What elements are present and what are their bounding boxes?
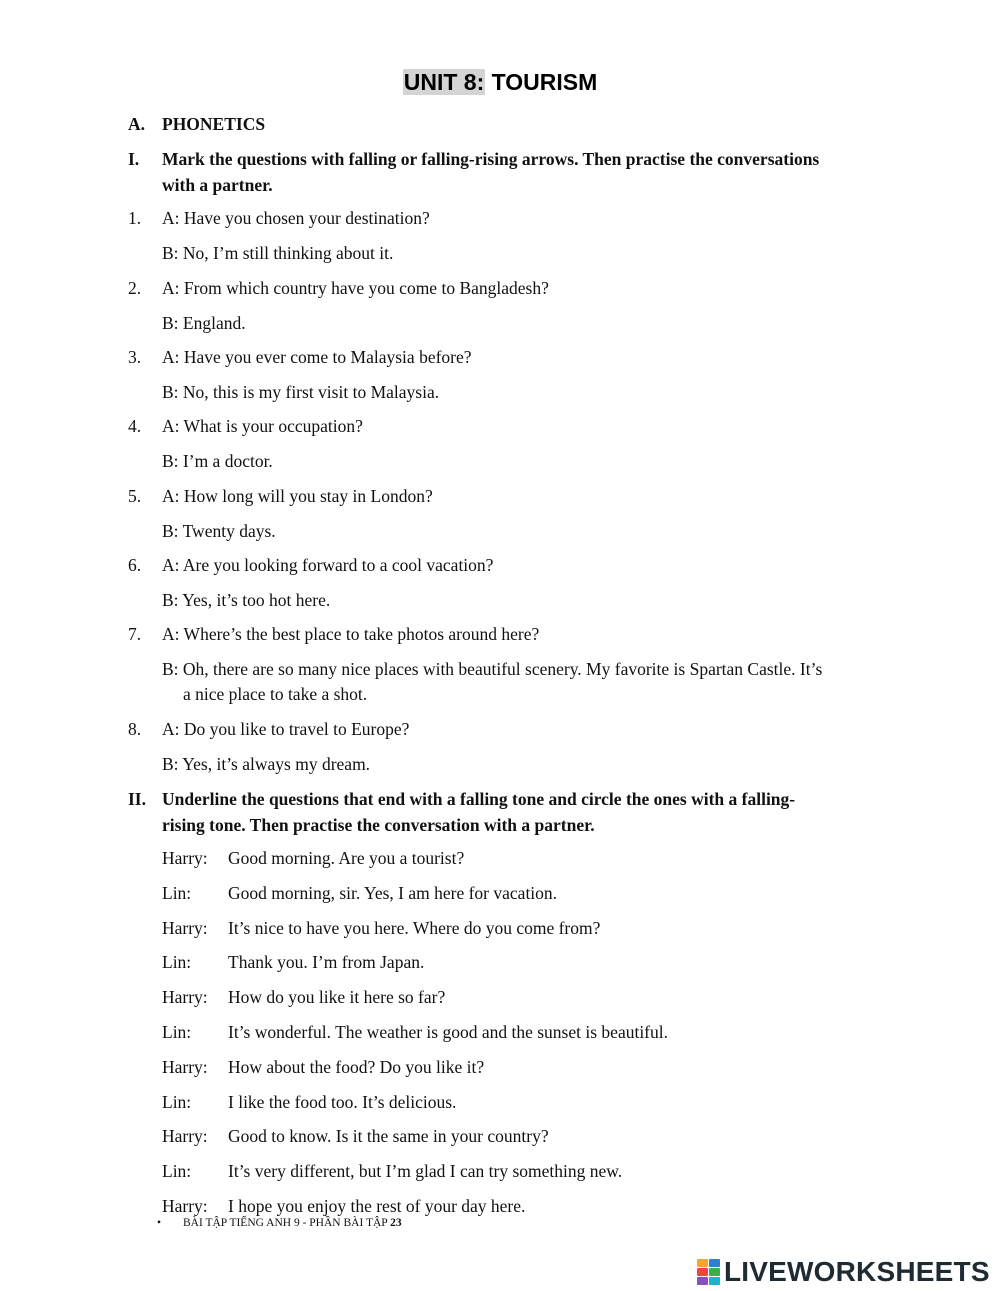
dialogue-line: I like the food too. It’s delicious.	[228, 1092, 457, 1112]
dialogue-line: Good to know. Is it the same in your country?	[228, 1126, 549, 1146]
dialogue-speaker: Lin:	[162, 883, 192, 903]
question-line-a: A: Have you ever come to Malaysia before?	[162, 347, 472, 367]
answer-line-b: B: I’m a doctor.	[162, 451, 273, 471]
answer-line-b-continued: a nice place to take a shot.	[183, 684, 368, 704]
logo-block	[697, 1268, 708, 1276]
exercise-1-instruction-line2: with a partner.	[162, 175, 273, 195]
item-number: 7.	[128, 624, 142, 644]
item-number: 3.	[128, 347, 142, 367]
title-unit: UNIT 8:	[403, 69, 485, 95]
answer-line-b: B: England.	[162, 313, 246, 333]
page-footer	[157, 1215, 402, 1231]
item-number: 2.	[128, 278, 142, 298]
dialogue-line: Good morning. Are you a tourist?	[228, 848, 465, 868]
section-a-heading: PHONETICS	[162, 114, 266, 134]
answer-line-b: B: No, I’m still thinking about it.	[162, 243, 394, 263]
logo-mark-icon	[697, 1259, 720, 1285]
liveworksheets-logo[interactable]	[697, 1256, 990, 1288]
dialogue-line: It’s wonderful. The weather is good and the sunset is beautiful.	[228, 1022, 668, 1042]
dialogue-speaker: Harry:	[162, 918, 208, 938]
exercise-2-instruction-line1: Underline the questions that end with a falling tone and circle the ones with a falling-	[162, 789, 796, 809]
dialogue-speaker: Harry:	[162, 1057, 208, 1077]
question-line-a: A: Have you chosen your destination?	[162, 208, 430, 228]
dialogue-speaker: Harry:	[162, 987, 208, 1007]
answer-line-b: B: Twenty days.	[162, 521, 276, 541]
question-line-a: A: From which country have you come to Bangladesh?	[162, 278, 549, 298]
question-line-a: A: Do you like to travel to Europe?	[162, 719, 410, 739]
item-number: 1.	[128, 208, 142, 228]
item-number: 4.	[128, 416, 142, 436]
answer-line-b: B: Yes, it’s too hot here.	[162, 590, 331, 610]
dialogue-line: I hope you enjoy the rest of your day here.	[228, 1196, 526, 1216]
answer-line-b: B: No, this is my first visit to Malaysia.	[162, 382, 440, 402]
logo-block	[709, 1277, 720, 1285]
item-number: 8.	[128, 719, 142, 739]
dialogue-speaker: Harry:	[162, 1126, 208, 1146]
exercise-1-label: I.	[128, 149, 140, 169]
dialogue-speaker: Harry:	[162, 1196, 208, 1216]
dialogue-line: Good morning, sir. Yes, I am here for vacation.	[228, 883, 558, 903]
question-line-a: A: Where’s the best place to take photos around here?	[162, 624, 540, 644]
logo-text: LIVEWORKSHEETS	[724, 1256, 990, 1287]
dialogue-line: It’s nice to have you here. Where do you come from?	[228, 918, 601, 938]
item-number: 5.	[128, 486, 142, 506]
item-number: 6.	[128, 555, 142, 575]
logo-block	[697, 1259, 708, 1267]
exercise-2-instruction-line2: rising tone. Then practise the conversation with a partner.	[162, 815, 595, 835]
dialogue-speaker: Lin:	[162, 1161, 192, 1181]
logo-block	[709, 1259, 720, 1267]
dialogue-speaker: Harry:	[162, 848, 208, 868]
dialogue-line: How about the food? Do you like it?	[228, 1057, 485, 1077]
dialogue-speaker: Lin:	[162, 1022, 192, 1042]
exercise-2-label: II.	[128, 789, 146, 809]
question-line-a: A: Are you looking forward to a cool vacation?	[162, 555, 494, 575]
logo-block	[697, 1277, 708, 1285]
dialogue-line: Thank you. I’m from Japan.	[228, 952, 425, 972]
dialogue-line: It’s very different, but I’m glad I can try something new.	[228, 1161, 623, 1181]
question-line-a: A: How long will you stay in London?	[162, 486, 433, 506]
question-line-a: A: What is your occupation?	[162, 416, 363, 436]
dialogue-line: How do you like it here so far?	[228, 987, 446, 1007]
dialogue-speaker: Lin:	[162, 952, 192, 972]
footer-page-number: 23	[390, 1217, 402, 1229]
answer-line-b: B: Oh, there are so many nice places with beautiful scenery. My favorite is Spartan Castle. It’s	[162, 659, 823, 679]
answer-line-b: B: Yes, it’s always my dream.	[162, 754, 371, 774]
section-a-label: A.	[128, 114, 146, 134]
page-title	[0, 66, 1000, 98]
title-topic: TOURISM	[485, 69, 598, 95]
footer-text: BÀI TẬP TIẾNG ANH 9 - PHẦN BÀI TẬP	[183, 1217, 391, 1229]
footer-bullet: •	[157, 1217, 162, 1229]
exercise-1-instruction-line1: Mark the questions with falling or falling-rising arrows. Then practise the conversations	[162, 149, 820, 169]
logo-block	[709, 1268, 720, 1276]
dialogue-speaker: Lin:	[162, 1092, 192, 1112]
